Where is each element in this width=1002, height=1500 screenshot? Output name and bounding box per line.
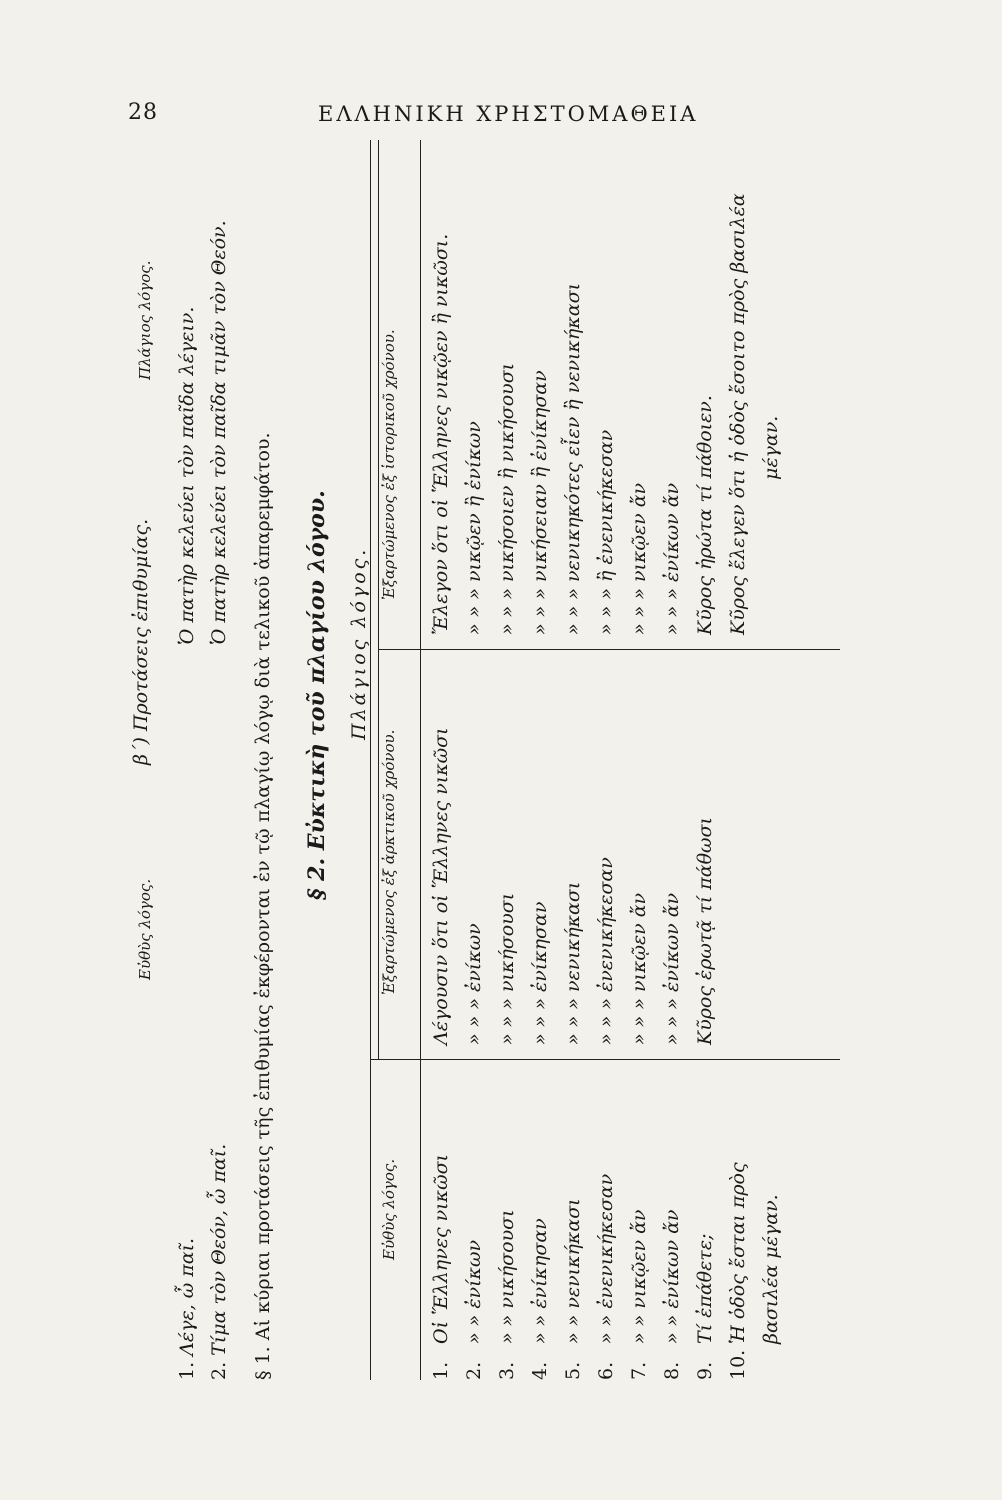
row-7-historic: » » » νικῷεν ἄν [628,482,650,635]
row-num-5: 5. [562,1361,584,1380]
row-1-historic: Ἔλεγον ὅτι οἱ Ἕλληνες νικῷεν ἢ νικῶσι. [430,233,452,635]
row-2-direct: » » ἐνίκων [463,1239,485,1344]
row-5-direct: » » νενικήκασι [562,1198,584,1344]
row-num-4: 4. [529,1361,551,1380]
row-num-2: 2. [463,1361,485,1380]
indirect-speech-label: Πλάγιος λόγος. [136,260,154,380]
row-num-1: 1. [430,1361,452,1380]
section-2-title: § 2. Εὐκτικὴ τοῦ πλαγίου λόγου. [304,490,330,900]
row-num-6: 6. [595,1361,617,1380]
row-3-primary: » » » νικήσουσι [496,892,518,1045]
beta-indirect-item-1: Ὁ πατὴρ κελεύει τὸν παῖδα λέγειν. [176,306,198,645]
row-5-historic: » » » νενικηκότες εἶεν ἢ νενικήκασι [562,282,584,635]
rotated-content [130,140,830,1380]
row-10-direct-cont: βασιλέα μέγαν. [760,1194,782,1344]
row-10-direct: Ἡ ὁδὸς ἔσται πρὸς [727,1162,749,1344]
table-divider-direct [370,1059,840,1060]
row-5-primary: » » » νενικήκασι [562,881,584,1045]
beta-indirect-item-2: Ὁ πατὴρ κελεύει τὸν παῖδα τιμᾶν τὸν Θεόν. [208,220,230,645]
rule-text: Αἱ κύριαι προτάσεις τῆς ἐπιθυμίας ἐκφέρονται ἐν τῷ πλαγίῳ λόγῳ διὰ τελικοῦ ἀπαρεμφάτου. [252,432,274,1341]
table-header-primary: Ἐξαρτώμενος ἐξ ἀρκτικοῦ χρόνου. [380,729,398,995]
item-text: Τίμα τὸν Θεόν, ὦ παῖ. [208,1143,230,1356]
row-1-direct: Οἱ Ἕλληνες νικῶσι [430,1154,452,1344]
row-9-historic: Κῦρος ἠρώτα τί πάθοιεν. [694,395,716,635]
row-num-9: 9. [694,1361,716,1380]
row-2-primary: » » » ἐνίκων [463,923,485,1045]
table-divider-indirect [378,649,840,650]
item-number: 1. [176,1361,198,1380]
table-header-direct: Εὐθὺς λόγος. [380,1158,398,1260]
row-8-historic: » » » ἐνίκων ἄν [661,482,683,635]
row-7-primary: » » » νικῷεν ἄν [628,892,650,1045]
beta-direct-item-1 [176,1238,198,1380]
row-6-historic: » » » ἢ ἐνενικήκεσαν [595,429,617,635]
row-1-primary: Λέγουσιν ὅτι οἱ Ἕλληνες νικῶσι [430,727,452,1045]
row-9-direct: Τί ἐπάθετε; [694,1233,716,1344]
row-4-direct: » » ἐνίκησαν [529,1218,551,1344]
row-6-direct: » » ἐνενικήκεσαν [595,1173,617,1344]
row-6-primary: » » » ἐνενικήκεσαν [595,857,617,1045]
row-3-direct: » » νικήσουσι [496,1209,518,1344]
item-number: 2. [208,1361,230,1380]
rule-paragraph [252,433,274,1380]
row-num-7: 7. [628,1361,650,1380]
row-num-3: 3. [496,1361,518,1380]
table-header-rule [420,140,421,1380]
row-9-primary: Κῦρος ἐρωτᾷ τί πάθωσι [694,817,716,1045]
item-text: Λέγε, ὦ παῖ. [176,1237,198,1356]
row-2-historic: » » » νικῷεν ἢ ἐνίκων [463,421,485,635]
row-10-historic-cont: μέγαν. [760,415,782,480]
row-4-primary: » » » ἐνίκησαν [529,901,551,1045]
section-beta-title: β΄) Προτάσεις ἐπιθυμίας. [130,518,152,765]
row-8-primary: » » » ἐνίκων ἄν [661,892,683,1045]
row-num-10: 10. [727,1349,749,1380]
row-7-direct: » » νικῷεν ἄν [628,1209,650,1344]
table-top-rule [370,140,371,1380]
beta-direct-item-2 [208,1144,230,1380]
table-header-historic: Ἐξαρτώμενος ἐξ ἱστορικοῦ χρόνου. [380,329,398,600]
row-num-8: 8. [661,1361,683,1380]
direct-speech-label: Εὐθὺς λόγος. [136,878,154,980]
table-mid-rule [378,140,379,1060]
book-title: ΕΛΛΗΝΙΚΗ ΧΡΗΣΤΟΜΑΘΕΙΑ [318,102,699,126]
row-10-historic: Κῦρος ἔλεγεν ὅτι ἡ ὁδὸς ἔσοιτο πρὸς βασιλέα [727,193,749,635]
table-header-indirect: Πλάγιος λόγος. [348,546,370,740]
row-8-direct: » » ἐνίκων ἄν [661,1209,683,1344]
row-4-historic: » » » νικήσειαν ἢ ἐνίκησαν [529,370,551,635]
page-number: 28 [128,100,158,125]
rule-number: § 1. [252,1346,274,1380]
row-3-historic: » » » νικήσοιεν ἢ νικήσουσι [496,362,518,635]
